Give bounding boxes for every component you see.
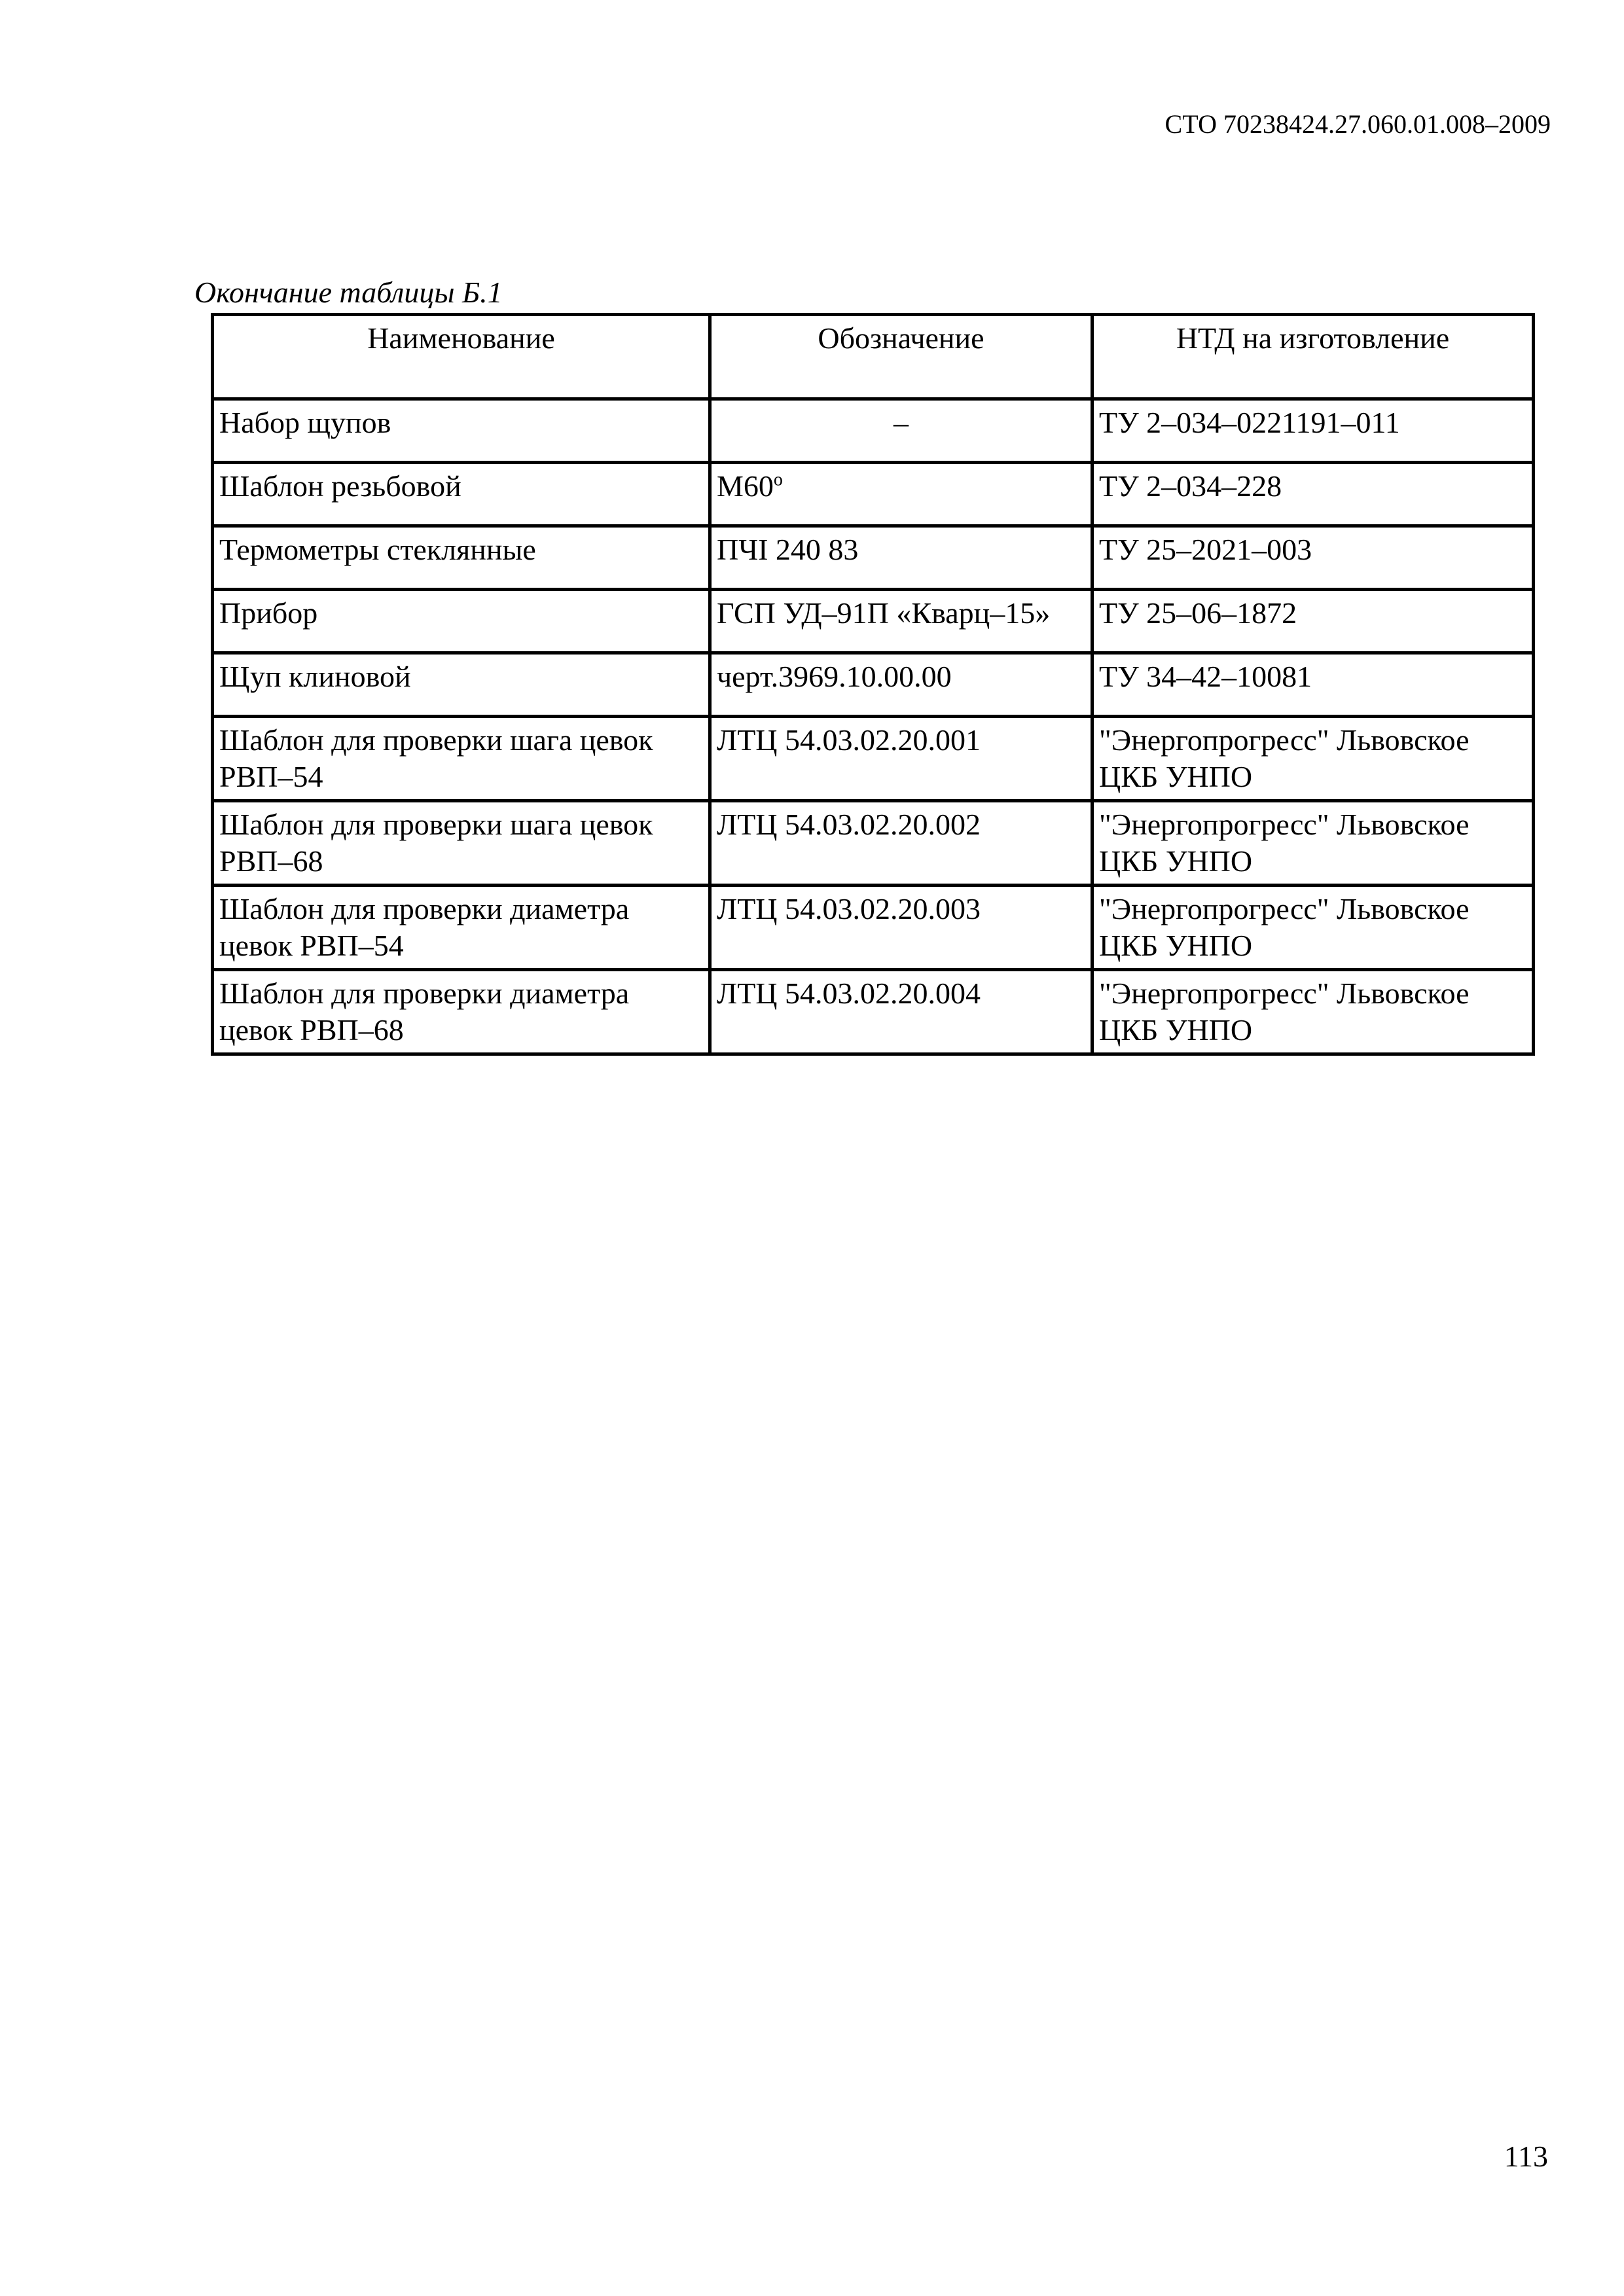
cell-designation: ГСП УД–91П «Кварц–15» <box>710 590 1092 653</box>
table-row <box>213 886 1534 970</box>
cell-ntd: "Энергопрогресс" Львовское ЦКБ УНПО <box>1092 717 1534 801</box>
cell-ntd: "Энергопрогресс" Львовское ЦКБ УНПО <box>1092 801 1534 886</box>
column-header-name: Наименование <box>213 315 710 399</box>
cell-ntd: ТУ 2–034–228 <box>1092 463 1534 526</box>
equipment-table <box>211 313 1535 1056</box>
document-code: СТО 70238424.27.060.01.008–2009 <box>1164 109 1551 139</box>
degree-superscript: о <box>773 469 783 490</box>
cell-ntd: ТУ 25–2021–003 <box>1092 526 1534 590</box>
cell-designation: ПЧI 240 83 <box>710 526 1092 590</box>
cell-name: Шаблон резьбовой <box>213 463 710 526</box>
table-row <box>213 399 1534 463</box>
table-row <box>213 717 1534 801</box>
cell-ntd: ТУ 25–06–1872 <box>1092 590 1534 653</box>
cell-name: Щуп клиновой <box>213 653 710 717</box>
cell-ntd: ТУ 34–42–10081 <box>1092 653 1534 717</box>
table-row <box>213 463 1534 526</box>
table-header-row <box>213 315 1534 399</box>
table-row <box>213 801 1534 886</box>
cell-ntd: "Энергопрогресс" Львовское ЦКБ УНПО <box>1092 970 1534 1054</box>
cell-designation <box>710 463 1092 526</box>
cell-designation: черт.3969.10.00.00 <box>710 653 1092 717</box>
cell-designation: ЛТЦ 54.03.02.20.003 <box>710 886 1092 970</box>
cell-ntd: ТУ 2–034–0221191–011 <box>1092 399 1534 463</box>
table-row <box>213 653 1534 717</box>
table-caption: Окончание таблицы Б.1 <box>194 276 503 309</box>
table-row <box>213 590 1534 653</box>
column-header-designation: Обозначение <box>710 315 1092 399</box>
column-header-ntd: НТД на изготовление <box>1092 315 1534 399</box>
cell-designation: ЛТЦ 54.03.02.20.001 <box>710 717 1092 801</box>
cell-name: Прибор <box>213 590 710 653</box>
cell-name: Набор щупов <box>213 399 710 463</box>
cell-name: Шаблон для проверки шага цевок РВП–54 <box>213 717 710 801</box>
cell-name: Шаблон для проверки диаметра цевок РВП–54 <box>213 886 710 970</box>
cell-designation: – <box>710 399 1092 463</box>
table-row <box>213 526 1534 590</box>
cell-designation: ЛТЦ 54.03.02.20.002 <box>710 801 1092 886</box>
cell-name: Шаблон для проверки диаметра цевок РВП–68 <box>213 970 710 1054</box>
designation-text: М60 <box>717 469 774 503</box>
page-number: 113 <box>1504 2140 1548 2173</box>
cell-name: Термометры стеклянные <box>213 526 710 590</box>
cell-ntd: "Энергопрогресс" Львовское ЦКБ УНПО <box>1092 886 1534 970</box>
cell-name: Шаблон для проверки шага цевок РВП–68 <box>213 801 710 886</box>
cell-designation: ЛТЦ 54.03.02.20.004 <box>710 970 1092 1054</box>
table-row <box>213 970 1534 1054</box>
